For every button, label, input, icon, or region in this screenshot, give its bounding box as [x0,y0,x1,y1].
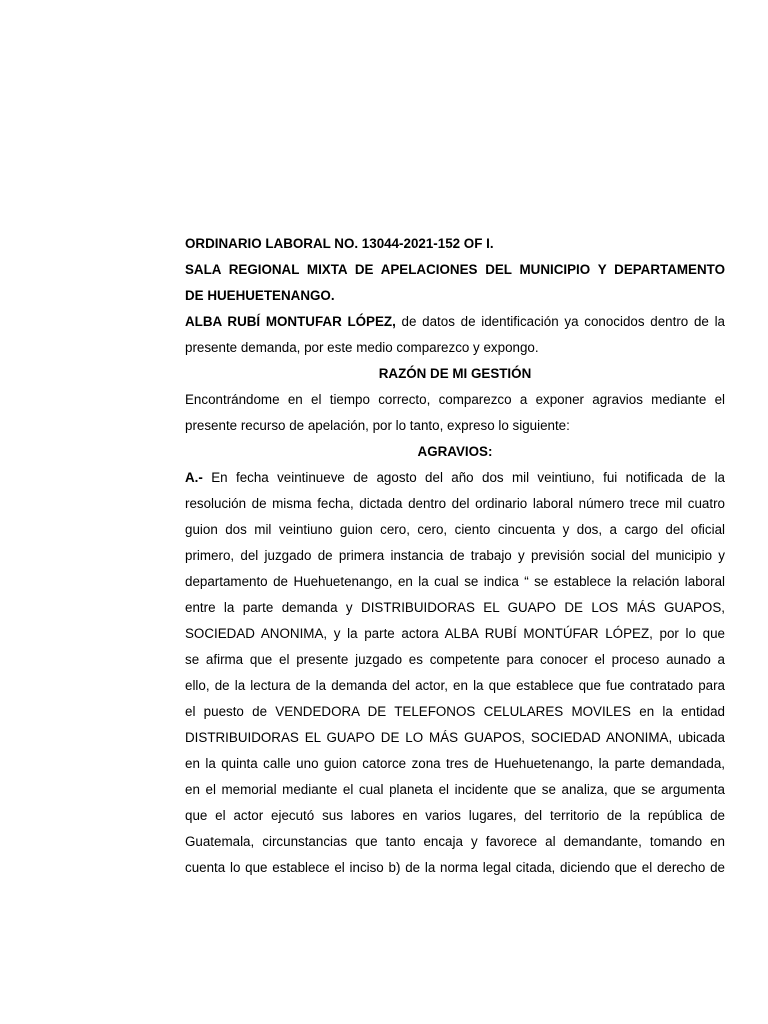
intro-line-1 [185,309,725,335]
document-page [185,231,725,881]
agravio-line-1-text: En fecha veintinueve de agosto del año dos mil veintiuno, fui notificada de la [202,470,725,485]
agravio-line: ello, de la lectura de la demanda del actor, en la que establece que fue contratado para [185,678,725,693]
court-name-line-2: DE HUEHUETENANGO. [185,288,335,303]
intro-line-1-text: de datos de identificación ya conocidos dentro de la [395,314,725,329]
court-name-line-1: SALA REGIONAL MIXTA DE APELACIONES DEL MUNICIPIO Y DEPARTAMENTO [185,262,725,277]
agravio-line: que el actor ejecutó sus labores en varios lugares, del territorio de la república de [185,808,725,823]
razon-line-2: presente recurso de apelación, por lo tanto, expreso lo siguiente: [185,418,570,433]
agravio-line: se afirma que el presente juzgado es competente para conocer el proceso aunado a [185,652,725,667]
agravio-line: DISTRIBUIDORAS EL GUAPO DE LO MÁS GUAPOS, SOCIEDAD ANONIMA, ubicada [185,730,725,745]
agravio-line: primero, del juzgado de primera instancia de trabajo y previsión social del municipio y [185,548,725,563]
agravio-line: en el memorial mediante el cual planeta el incidente que se analiza, que se argumenta [185,782,725,797]
razon-line-1: Encontrándome en el tiempo correcto, comparezco a exponer agravios mediante el [185,392,725,407]
agravio-line: resolución de misma fecha, dictada dentro del ordinario laboral número trece mil cuatro [185,496,725,511]
agravio-line: departamento de Huehuetenango, en la cual se indica “ se establece la relación laboral [185,574,725,589]
appellant-name: ALBA RUBÍ MONTUFAR LÓPEZ, [185,314,396,329]
agravio-line: Guatemala, circunstancias que tanto encaja y favorece al demandante, tomando en [185,834,725,849]
agravio-label: A.- [185,470,203,485]
agravio-line: el puesto de VENDEDORA DE TELEFONOS CELULARES MOVILES en la entidad [185,704,725,719]
agravio-line: en la quinta calle uno guion catorce zona tres de Huehuetenango, la parte demandada, [185,756,725,771]
section-heading-agravios: AGRAVIOS: [417,444,493,459]
agravio-line: guion dos mil veintiuno guion cero, cero, ciento cincuenta y dos, a cargo del oficial [185,522,725,537]
agravio-line-1 [185,465,725,491]
intro-line-2: presente demanda, por este medio comparezco y expongo. [185,340,539,355]
agravio-line: SOCIEDAD ANONIMA, y la parte actora ALBA RUBÍ MONTÚFAR LÓPEZ, por lo que [185,626,725,641]
agravio-line: cuenta lo que establece el inciso b) de la norma legal citada, diciendo que el derecho de [185,860,725,875]
agravio-line: entre la parte demanda y DISTRIBUIDORAS EL GUAPO DE LOS MÁS GUAPOS, [185,600,725,615]
case-number: ORDINARIO LABORAL NO. 13044-2021-152 OF I. [185,236,494,251]
section-heading-razon: RAZÓN DE MI GESTIÓN [378,366,532,381]
